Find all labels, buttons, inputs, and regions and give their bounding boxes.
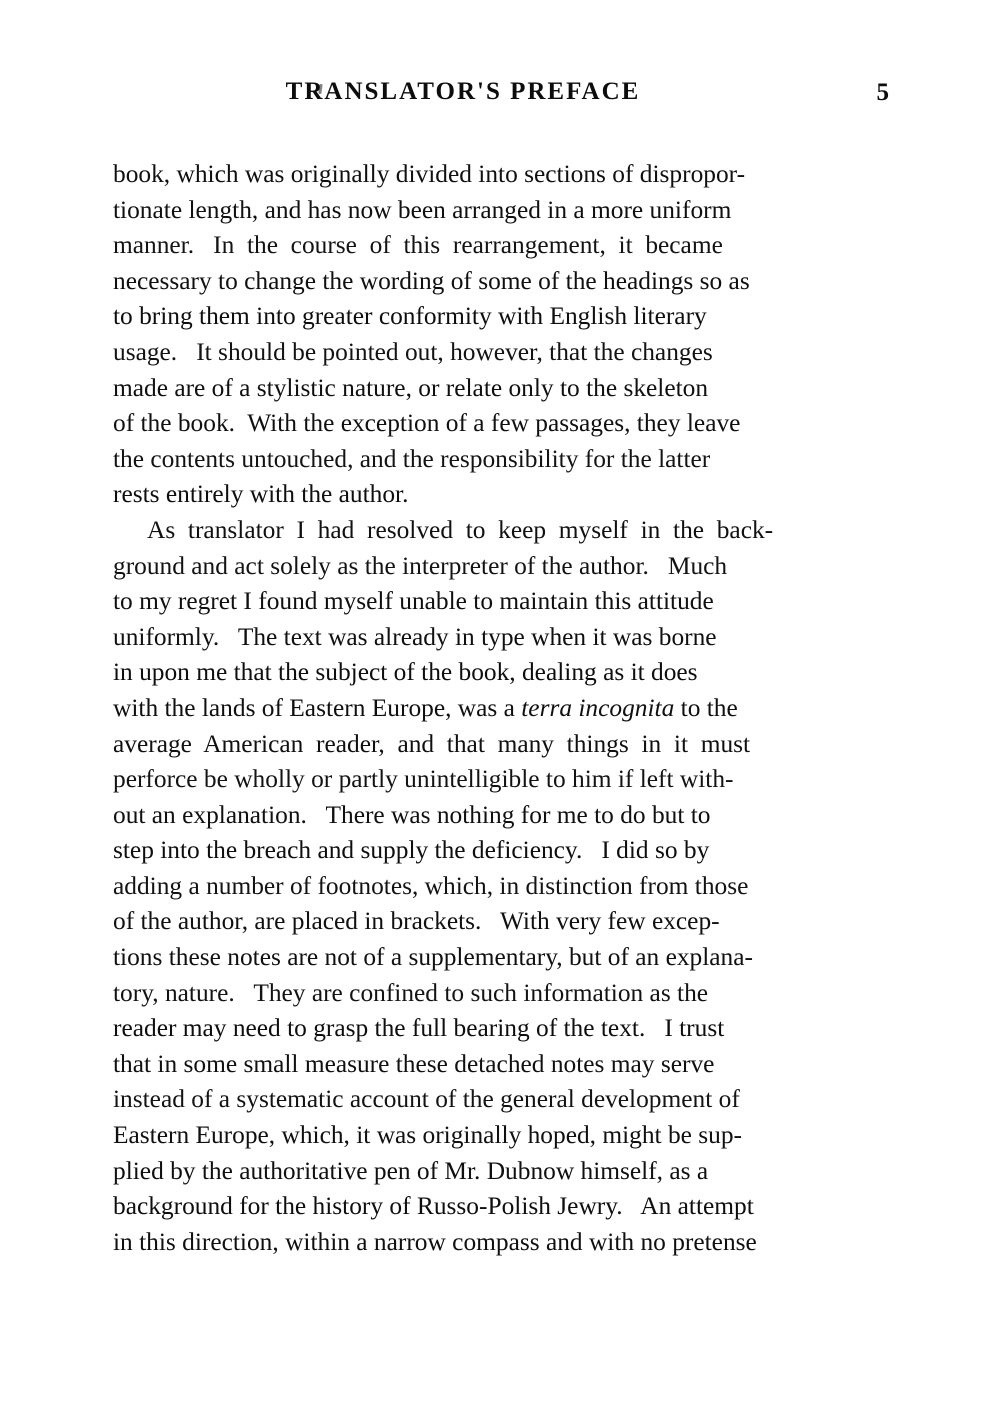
text-line: book, which was originally divided into sections of dispropor- bbox=[113, 160, 746, 188]
text-line: average American reader, and that many things in it must bbox=[113, 729, 751, 758]
text-line: of the author, are placed in brackets. With very few excep- bbox=[113, 907, 720, 936]
text-line: Eastern Europe, which, it was originally hoped, might be sup- bbox=[113, 1121, 742, 1150]
text-line: reader may need to grasp the full bearing of the text. I trust bbox=[113, 1014, 725, 1043]
text-line: background for the history of Russo-Polish Jewry. An attempt bbox=[113, 1192, 754, 1221]
running-head bbox=[113, 78, 889, 112]
text-line: with the lands of Eastern Europe, was a terra incognita to the bbox=[113, 693, 738, 722]
text-line: tionate length, and has now been arranged in a more uniform bbox=[113, 195, 732, 224]
text-line: the contents untouched, and the responsibility for the latter bbox=[113, 444, 711, 473]
text-line: of the book. With the exception of a few passages, they leave bbox=[113, 409, 741, 438]
text-line: plied by the authoritative pen of Mr. Dubnow himself, as a bbox=[113, 1156, 709, 1185]
text-line: step into the breach and supply the deficiency. I did so by bbox=[113, 836, 710, 865]
body-text-block bbox=[113, 157, 891, 1260]
italic-phrase: terra incognita bbox=[521, 693, 675, 722]
text-line: perforce be wholly or partly unintelligible to him if left with- bbox=[113, 765, 734, 794]
text-line: that in some small measure these detached notes may serve bbox=[113, 1049, 715, 1078]
text-line: uniformly. The text was already in type when it was borne bbox=[113, 622, 717, 651]
page-number: 5 bbox=[876, 79, 889, 106]
text-line: rests entirely with the author. bbox=[113, 480, 409, 509]
text-line: instead of a systematic account of the general development of bbox=[113, 1085, 740, 1114]
text-line: As translator I had resolved to keep myself in the back- bbox=[147, 515, 774, 544]
text-line: out an explanation. There was nothing for me to do but to bbox=[113, 800, 711, 829]
text-line: usage. It should be pointed out, however, that the changes bbox=[113, 337, 713, 366]
running-head-title: TRANSLATOR'S PREFACE bbox=[285, 78, 641, 105]
text-line: manner. In the course of this rearrangement, it became bbox=[113, 231, 723, 260]
text-line: tory, nature. They are confined to such information as the bbox=[113, 978, 709, 1007]
text-line: necessary to change the wording of some of the headings so as bbox=[113, 266, 750, 295]
text-line: ground and act solely as the interpreter of the author. Much bbox=[113, 551, 728, 580]
text-line: made are of a stylistic nature, or relate only to the skeleton bbox=[113, 373, 709, 402]
text-line: to my regret I found myself unable to maintain this attitude bbox=[113, 587, 714, 616]
text-line: adding a number of footnotes, which, in distinction from those bbox=[113, 871, 749, 900]
text-line: in upon me that the subject of the book, dealing as it does bbox=[113, 658, 698, 687]
text-line: in this direction, within a narrow compass and with no pretense bbox=[113, 1227, 757, 1256]
text-line: tions these notes are not of a supplementary, but of an explana- bbox=[113, 943, 753, 972]
text-line: to bring them into greater conformity with English literary bbox=[113, 302, 707, 331]
